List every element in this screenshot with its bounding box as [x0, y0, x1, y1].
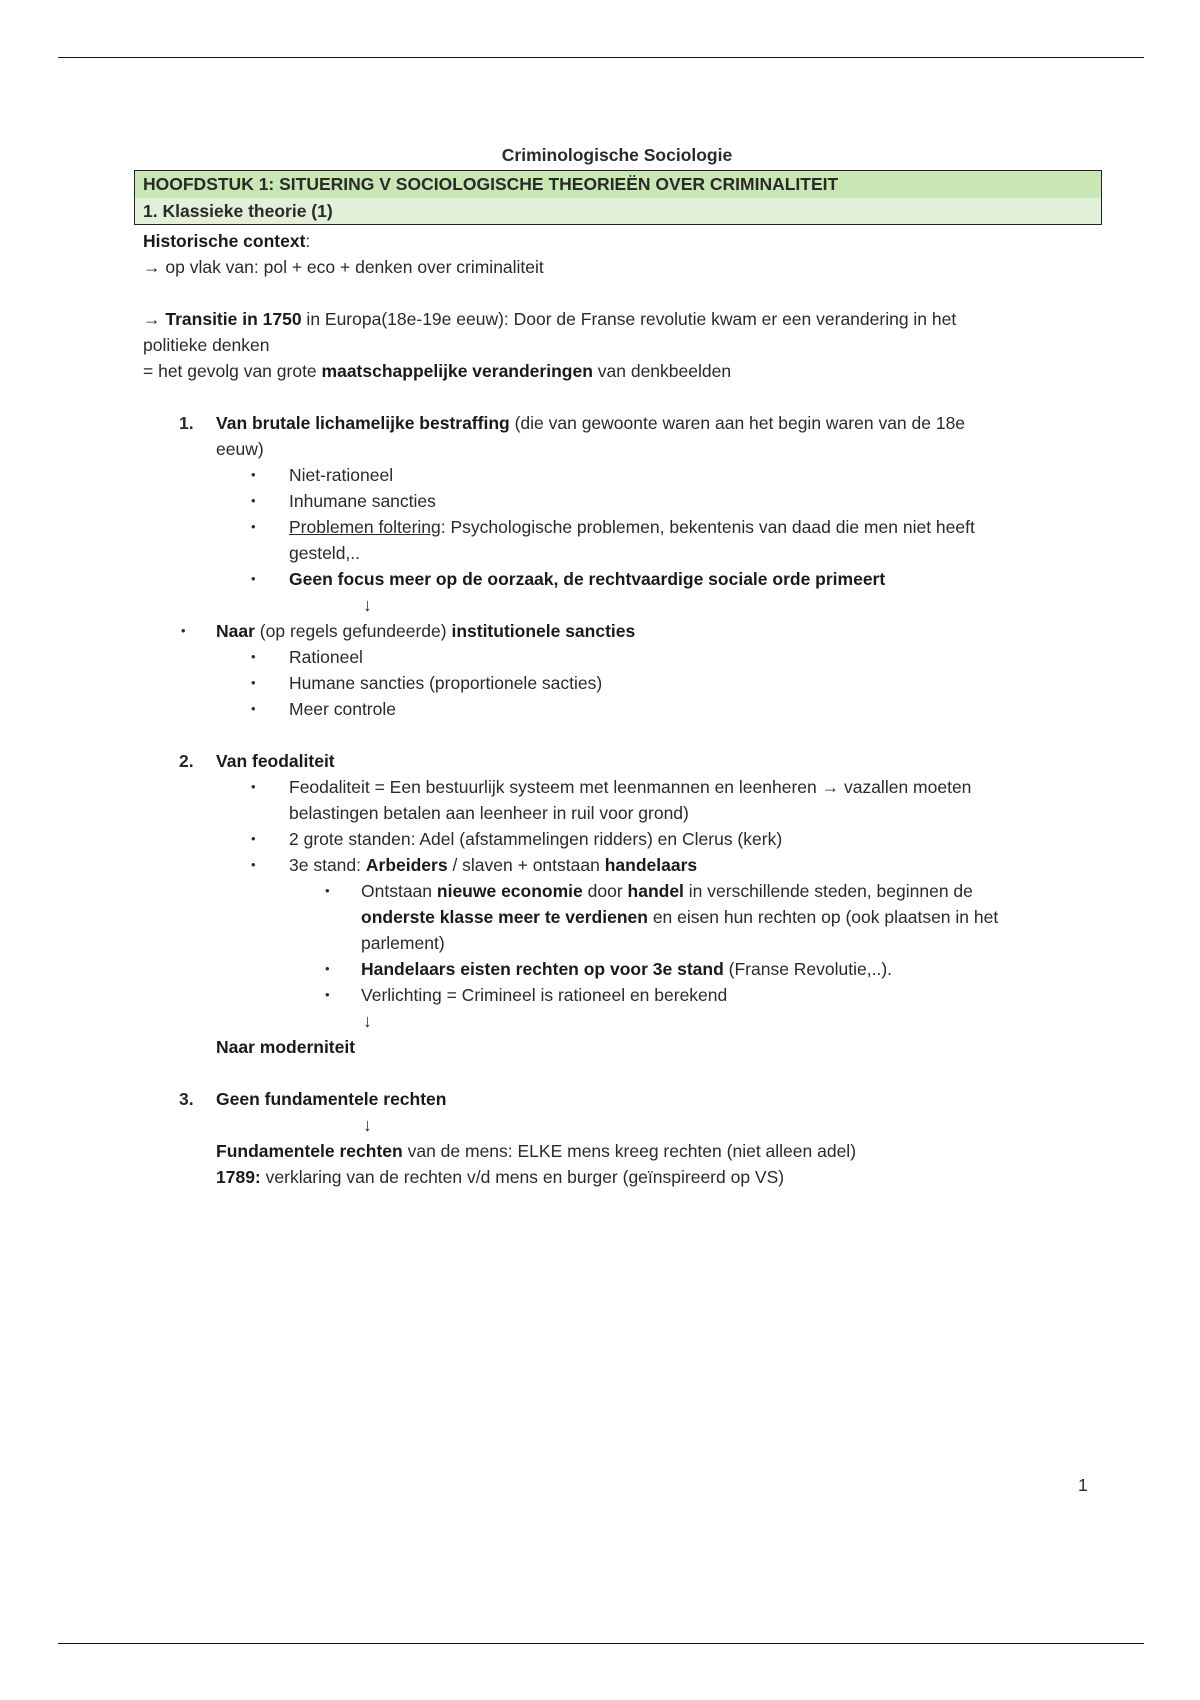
list-item-cont: belastingen betalen aan leenheer in ruil voor grond): [289, 803, 689, 823]
down-arrow-icon: ↓: [363, 595, 372, 615]
list-item-cont: parlement): [361, 933, 445, 953]
list-item: • Ontstaan nieuwe economie door handel in verschillende steden, beginnen de: [143, 878, 1083, 904]
list-item: • 3e stand: Arbeiders / slaven + ontstaan handelaars: [143, 852, 1083, 878]
year-1789-line: 1789: verklaring van de rechten v/d mens en burger (geïnspireerd op VS): [216, 1167, 785, 1187]
list-item-cont: onderste klasse meer te verdienen en eisen hun rechten op (ook plaatsen in het: [361, 907, 999, 927]
list-item: • Handelaars eisten rechten op voor 3e stand (Franse Revolutie,..).: [143, 956, 1083, 982]
chapter-heading-box: [134, 170, 1102, 225]
bullet-icon: •: [251, 649, 256, 664]
header-rule: [58, 57, 1144, 58]
list-item: • Verlichting = Crimineel is rationeel en berekend: [143, 982, 1083, 1008]
bullet-icon: •: [251, 519, 256, 534]
bullet-icon: •: [325, 883, 330, 898]
context-line: → op vlak van: pol + eco + denken over criminaliteit: [143, 257, 544, 277]
naar-moderniteit: Naar moderniteit: [216, 1037, 356, 1057]
section-title: 1. Klassieke theorie (1): [135, 197, 1101, 224]
down-arrow-icon: ↓: [363, 1115, 372, 1135]
down-arrow-icon: ↓: [363, 1011, 372, 1031]
fundamentele-rechten-line: Fundamentele rechten van de mens: ELKE mens kreeg rechten (niet alleen adel): [216, 1141, 857, 1161]
chapter-title: HOOFDSTUK 1: SITUERING V SOCIOLOGISCHE THEORIEËN OVER CRIMINALITEIT: [135, 171, 1101, 197]
transitie-line: → Transitie in 1750 in Europa(18e-19e eeuw): Door de Franse revolutie kwam er een verandering in het: [143, 309, 957, 329]
bullet-icon: •: [325, 961, 330, 976]
context-heading: Historische context:: [143, 231, 311, 251]
document-title: Criminologische Sociologie: [501, 145, 733, 165]
bullet-icon: •: [181, 623, 186, 638]
list-item-3: 3. Geen fundamentele rechten: [179, 1089, 447, 1109]
document-body: [143, 228, 1083, 1190]
list-item-cont: gesteld,..: [289, 543, 361, 563]
right-arrow-icon: →: [143, 309, 161, 329]
list-item: • 2 grote standen: Adel (afstammelingen ridders) en Clerus (kerk): [143, 826, 1083, 852]
list-item: • Naar (op regels gefundeerde) institutionele sancties: [143, 618, 1083, 644]
bullet-icon: •: [251, 493, 256, 508]
list-item: • Niet-rationeel: [143, 462, 1083, 488]
list-item: • Meer controle: [143, 696, 1083, 722]
bullet-icon: •: [251, 467, 256, 482]
page-number: 1: [1078, 1475, 1088, 1495]
list-item: • Rationeel: [143, 644, 1083, 670]
list-item: • Geen focus meer op de oorzaak, de rechtvaardige sociale orde primeert: [143, 566, 1083, 592]
gevolg-line: = het gevolg van grote maatschappelijke veranderingen van denkbeelden: [143, 361, 732, 381]
bullet-icon: •: [251, 831, 256, 846]
list-item: • Humane sancties (proportionele sacties): [143, 670, 1083, 696]
bullet-icon: •: [251, 571, 256, 586]
list-item-1-cont: eeuw): [216, 439, 264, 459]
list-item: • Problemen foltering: Psychologische problemen, bekentenis van daad die men niet heeft: [143, 514, 1083, 540]
footer-rule: [58, 1643, 1144, 1644]
list-item-2: 2. Van feodaliteit: [179, 751, 335, 771]
bullet-icon: •: [325, 987, 330, 1002]
right-arrow-icon: →: [143, 257, 161, 277]
bullet-icon: •: [251, 701, 256, 716]
bullet-icon: •: [251, 857, 256, 872]
bullet-icon: •: [251, 779, 256, 794]
bullet-icon: •: [251, 675, 256, 690]
list-item-1: 1. Van brutale lichamelijke bestraffing (die van gewoonte waren aan het begin waren van de 18e: [179, 413, 966, 433]
list-item: • Inhumane sancties: [143, 488, 1083, 514]
list-item: • Feodaliteit = Een bestuurlijk systeem met leenmannen en leenheren → vazallen moeten: [143, 774, 1083, 800]
transitie-line-2: politieke denken: [143, 335, 270, 355]
